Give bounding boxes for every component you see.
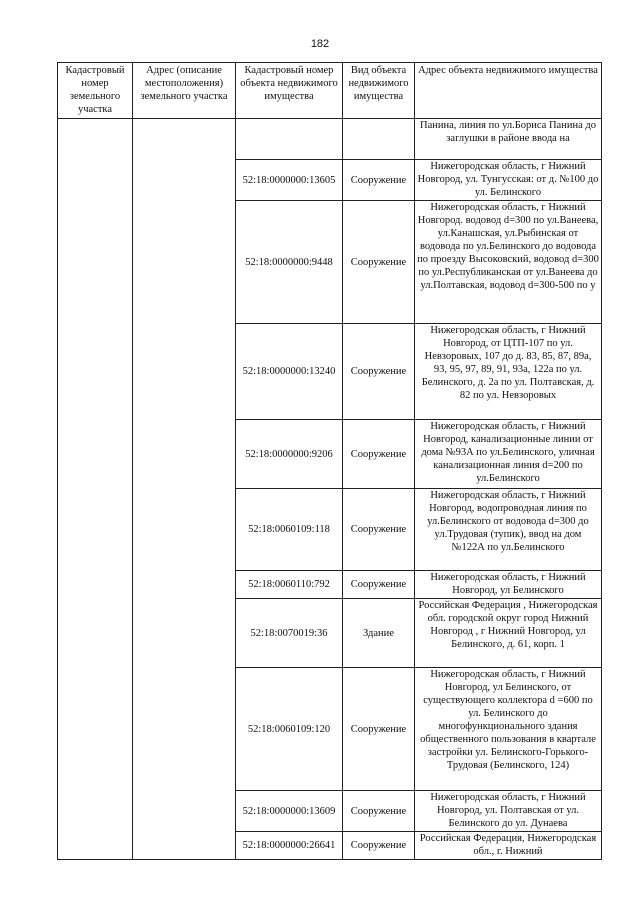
object-type-cell: Сооружение: [343, 832, 415, 860]
land-cadastral-cell: [58, 119, 133, 860]
object-address-cell: Нижегородская область, г Нижний Новгород. водовод d=300 по ул.Ванеева, ул.Канашская, ул.Рыбинская от водовода по ул.Белинского до водовода по проезду Высоковский, водовод d=300 по ул.Республиканская от ул.Ванеева до ул.Полтавская, водовод d=300-500 по у: [415, 201, 602, 324]
header-object-cadastral: Кадастровый номер объекта недвижимого имущества: [236, 63, 343, 119]
object-address-cell: Нижегородская область, г Нижний Новгород, от ЦТП-107 по ул. Невзоровых, 107 до д. 83, 85, 87, 89а, 93, 95, 97, 89, 91, 93а, 122а по ул. Белинского, д. 2а по ул. Полтавская, д. 82 по ул. Невзоровых: [415, 324, 602, 420]
object-address-cell: Нижегородская область, г Нижний Новгород, канализационные линии от дома №93А по ул.Белинского, уличная канализационная линия d=200 по ул.Белинского: [415, 420, 602, 489]
object-address-cell: Нижегородская область, г Нижний Новгород, ул. Тунгусская: от д. №100 до ул. Белинского: [415, 160, 602, 201]
object-type-cell: Здание: [343, 599, 415, 668]
object-cadastral-cell: 52:18:0070019:36: [236, 599, 343, 668]
object-cadastral-cell: 52:18:0000000:9206: [236, 420, 343, 489]
object-address-cell: Российская Федерация, Нижегородская обл., г. Нижний: [415, 832, 602, 860]
object-cadastral-cell: 52:18:0060110:792: [236, 571, 343, 599]
object-cadastral-cell: 52:18:0000000:13609: [236, 791, 343, 832]
object-cadastral-cell: 52:18:0000000:26641: [236, 832, 343, 860]
object-cadastral-cell: [236, 119, 343, 160]
object-cadastral-cell: 52:18:0000000:9448: [236, 201, 343, 324]
object-cadastral-cell: 52:18:0000000:13605: [236, 160, 343, 201]
header-land-cadastral: Кадастровый номер земельного участка: [58, 63, 133, 119]
object-type-cell: Сооружение: [343, 201, 415, 324]
object-address-cell: Нижегородская область, г Нижний Новгород, ул Белинского, от существующего коллектора d =600 по ул. Белинского до многофункционального здания общественного пользования в квартале застройки ул. Белинского-Горького-Трудовая (Белинского, 124): [415, 668, 602, 791]
object-type-cell: Сооружение: [343, 489, 415, 571]
page-number: 182: [310, 38, 330, 50]
object-address-cell: Нижегородская область, г Нижний Новгород, ул Белинского: [415, 571, 602, 599]
object-address-cell: Российская Федерация , Нижегородская обл. городской округ город Нижний Новгород , г Нижний Новгород, ул Белинского, д. 61, корп. 1: [415, 599, 602, 668]
land-address-cell: [133, 119, 236, 860]
header-object-address: Адрес объекта недвижимого имущества: [415, 63, 602, 119]
object-address-cell: Панина, линия по ул.Бориса Панина до заглушки в районе ввода на: [415, 119, 602, 160]
object-type-cell: Сооружение: [343, 420, 415, 489]
property-registry-table: [57, 62, 602, 860]
object-type-cell: Сооружение: [343, 571, 415, 599]
object-type-cell: Сооружение: [343, 668, 415, 791]
header-land-address: Адрес (описание местоположения) земельного участка: [133, 63, 236, 119]
object-type-cell: [343, 119, 415, 160]
table-row: [58, 119, 602, 160]
table-header-row: [58, 63, 602, 119]
header-object-type: Вид объекта недвижимого имущества: [343, 63, 415, 119]
object-cadastral-cell: 52:18:0000000:13240: [236, 324, 343, 420]
object-cadastral-cell: 52:18:0060109:120: [236, 668, 343, 791]
object-type-cell: Сооружение: [343, 791, 415, 832]
object-type-cell: Сооружение: [343, 160, 415, 201]
object-address-cell: Нижегородская область, г Нижний Новгород, ул. Полтавская от ул. Белинского до ул. Дунаева: [415, 791, 602, 832]
object-address-cell: Нижегородская область, г Нижний Новгород, водопроводная линия по ул.Белинского от водовода d=300 до ул.Трудовая (тупик), ввод на дом №122А по ул.Белинского: [415, 489, 602, 571]
object-cadastral-cell: 52:18:0060109:118: [236, 489, 343, 571]
object-type-cell: Сооружение: [343, 324, 415, 420]
